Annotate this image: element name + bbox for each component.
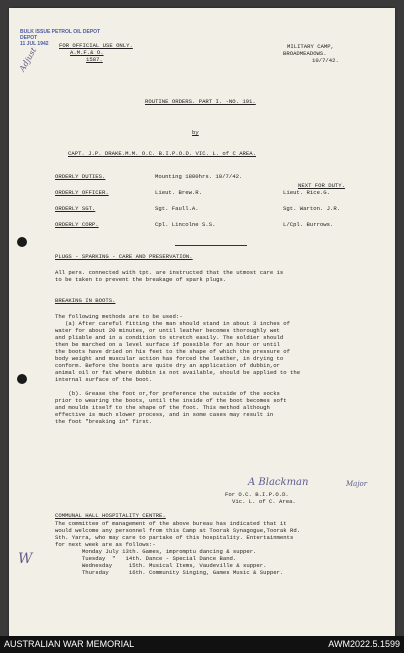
- orderly-officer-label: ORDERLY OFFICER.: [55, 189, 109, 196]
- unit-line: A.M.F.& O.: [70, 49, 104, 56]
- signoff-line: For O.C. B.I.P.O.D.: [225, 491, 289, 498]
- margin-annotation: Adjust: [17, 46, 39, 73]
- margin-annotation-lower: W: [18, 551, 33, 567]
- document-title: ROUTINE ORDERS. PART I. -NO. 191.: [145, 98, 256, 105]
- orderly-corp-label: ORDERLY CORP.: [55, 221, 99, 228]
- by-line: by: [192, 129, 199, 136]
- location-line: BROADMEADOWS.: [283, 50, 327, 57]
- hall-body-line: Sth. Yarra, who may care to partake of this hospitality. Entertainments: [55, 534, 294, 541]
- orderly-sgt-value: Sgt. Faull.A.: [155, 205, 199, 212]
- orderly-corp-value: Cpl. Lincolne S.S.: [155, 221, 216, 228]
- boots-body-line: animal oil or fat where dubbin is not available, should be applied to the: [55, 369, 301, 376]
- signature-rank: Major: [346, 480, 368, 488]
- orderly-sgt-next: Sgt. Warton. J.R.: [283, 205, 341, 212]
- location-line: MILITARY CAMP,: [287, 43, 334, 50]
- boots-body-line: (a) After careful fitting the man should stand in about 3 inches of: [55, 320, 290, 327]
- footer-accession: AWM2022.5.1599: [328, 639, 400, 649]
- next-duty-label: NEXT FOR DUTY.: [298, 182, 345, 189]
- orderly-officer-next: Lieut. Rice.G.: [283, 189, 330, 196]
- signature: A Blackman: [248, 477, 309, 488]
- boots-body-line: body weight and muscular action has forced the leather, in drying to: [55, 355, 284, 362]
- orderly-sgt-label: ORDERLY SGT.: [55, 205, 96, 212]
- plugs-body-line: All pers. connected with tpt. are instructed that the utmost care is: [55, 269, 284, 276]
- hall-body-line: The committee of management of the above bureau has indicated that it: [55, 520, 287, 527]
- boots-body-line: and moulds itself to the shape of the foot. This method although: [55, 404, 270, 411]
- boots-body-line: the foot "breaking in" first.: [55, 418, 153, 425]
- punch-hole-bottom: [17, 374, 27, 384]
- footer-bar: [0, 636, 404, 653]
- boots-body-line: and pliable and in a condition to stretch easily. The soldier should: [55, 334, 284, 341]
- boots-body-line: (b). Grease the foot or,for preference the outside of the socks: [55, 390, 280, 397]
- boots-body-line: water for about 20 minutes, or until leather becomes thoroughly wet: [55, 327, 280, 334]
- hall-heading: COMMUNAL HALL HOSPITALITY CENTRE.: [55, 512, 166, 519]
- issuing-officer: CAPT. J.P. DRAKE.M.M. O.C. B.I.P.O.D. VIC. L. of C AREA.: [68, 150, 256, 157]
- stamp-line: 11 JUL 1942: [20, 41, 49, 47]
- boots-body-line: conform. Before the boots are quite dry an application of dubbin,or: [55, 362, 280, 369]
- punch-hole-top: [17, 237, 27, 247]
- boots-body-line: internal surface of the boot.: [55, 376, 153, 383]
- boots-body-line: effective is much slower process, and in some cases may result in: [55, 411, 274, 418]
- classification-line: FOR OFFICIAL USE ONLY.: [59, 42, 133, 49]
- hall-schedule-line: Tuesday " 14th. Dance - Special Dance Band.: [55, 555, 237, 562]
- signoff-line: Vic. L. of C. Area.: [232, 498, 296, 505]
- plugs-body-line: to be taken to prevent the breakage of spark plugs.: [55, 276, 227, 283]
- hall-schedule-line: Monday July 13th. Games, impromptu dancing & supper.: [55, 548, 257, 555]
- orderly-officer-value: Lieut. Brew.R.: [155, 189, 202, 196]
- boots-body-line: then be marched on a level surface if possible for an hour or until: [55, 341, 280, 348]
- boots-body-line: The following methods are to be used:-: [55, 313, 183, 320]
- boots-body-line: the boots have dried on his feet to the shape of which the pressure of: [55, 348, 290, 355]
- hall-schedule-line: Thursday 16th. Community Singing, Games Music & Supper.: [55, 569, 284, 576]
- stamp-line: DEPOT: [20, 35, 38, 41]
- hall-body-line: for next week are as follows:-: [55, 541, 156, 548]
- hall-schedule-line: Wednesday 15th. Musical Items, Vaudeville & supper.: [55, 562, 267, 569]
- section-divider: [175, 245, 247, 246]
- document-date: 10/7/42.: [312, 57, 339, 64]
- plugs-heading: PLUGS - SPARKING - CARE AND PRESERVATION.: [55, 253, 193, 260]
- duties-value: Mounting 1800hrs. 10/7/42.: [155, 173, 243, 180]
- footer-source: AUSTRALIAN WAR MEMORIAL: [4, 639, 135, 649]
- duties-label: ORDERLY DUTIES.: [55, 173, 106, 180]
- orderly-corp-next: L/Cpl. Burrows.: [283, 221, 334, 228]
- reference-number: 1587.: [86, 56, 103, 63]
- hall-body-line: would welcome any personnel from this Camp at Toorak Synagogue,Toorak Rd.: [55, 527, 301, 534]
- boots-heading: BREAKING IN BOOTS.: [55, 297, 116, 304]
- stamp-line: BULK ISSUE PETROL OIL DEPOT: [20, 29, 101, 35]
- boots-body-line: prior to wearing the boots, until the inside of the boot becomes soft: [55, 397, 287, 404]
